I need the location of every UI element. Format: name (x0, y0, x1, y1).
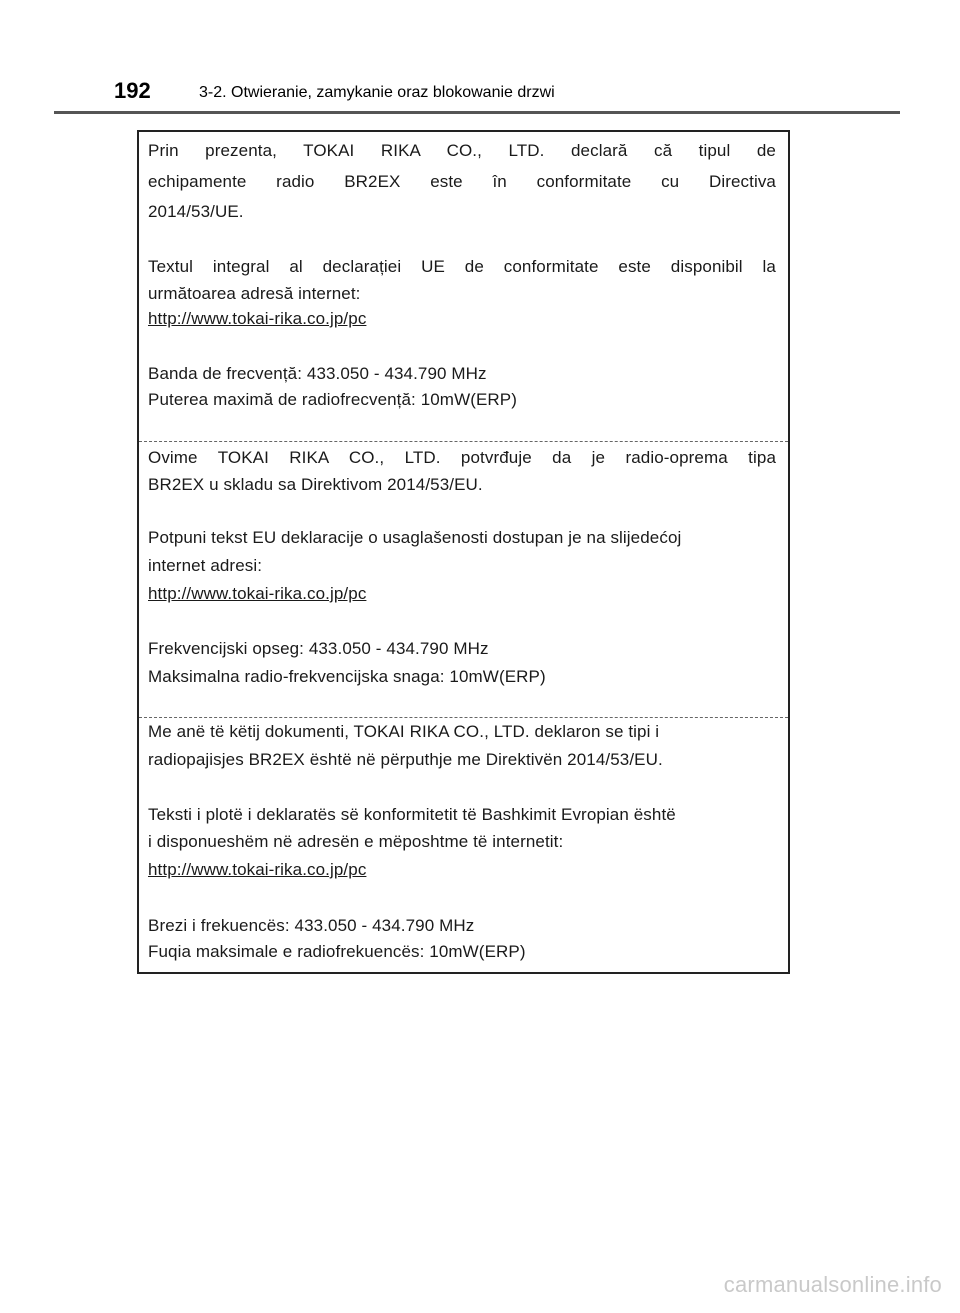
declaration-line: următoarea adresă internet: (148, 284, 361, 303)
declaration-line: 2014/53/UE. (148, 202, 244, 221)
declaration-box (137, 130, 790, 974)
declaration-url-link[interactable]: http://www.tokai-rika.co.jp/pc (148, 309, 367, 328)
declaration-line: radiopajisjes BR2EX është në përputhje me Direktivën 2014/53/EU. (148, 750, 663, 769)
declaration-line: Potpuni tekst EU deklaracije o usaglašenosti dostupan je na slijedećoj (148, 528, 682, 547)
max-power-line: Maksimalna radio-frekvencijska snaga: 10mW(ERP) (148, 667, 546, 686)
section-divider (139, 441, 788, 442)
frequency-band-line: Frekvencijski opseg: 433.050 - 434.790 MHz (148, 639, 489, 658)
max-power-line: Fuqia maksimale e radiofrekuencës: 10mW(ERP) (148, 942, 526, 961)
declaration-line: echipamente radio BR2EX este în conformitate cu Directiva (148, 172, 776, 191)
declaration-line: Prin prezenta, TOKAI RIKA CO., LTD. declară că tipul de (148, 141, 776, 160)
declaration-line: Ovime TOKAI RIKA CO., LTD. potvrđuje da je radio-oprema tipa (148, 448, 776, 467)
declaration-line: BR2EX u skladu sa Direktivom 2014/53/EU. (148, 475, 483, 494)
declaration-line: Me anë të këtij dokumenti, TOKAI RIKA CO., LTD. deklaron se tipi i (148, 722, 660, 741)
page-number: 192 (114, 78, 151, 103)
declaration-line: Teksti i plotë i deklaratës së konformitetit të Bashkimit Evropian është (148, 805, 676, 824)
declaration-url-link[interactable]: http://www.tokai-rika.co.jp/pc (148, 860, 367, 879)
declaration-url-link[interactable]: http://www.tokai-rika.co.jp/pc (148, 584, 367, 603)
max-power-line: Puterea maximă de radiofrecvență: 10mW(ERP) (148, 390, 517, 409)
header-rule (54, 111, 900, 114)
declaration-line: Textul integral al declarației UE de conformitate este disponibil la (148, 257, 776, 276)
frequency-band-line: Brezi i frekuencës: 433.050 - 434.790 MHz (148, 916, 475, 935)
watermark: carmanualsonline.info (723, 1272, 942, 1297)
declaration-line: internet adresi: (148, 556, 263, 575)
declaration-line: i disponueshëm në adresën e mëposhtme të internetit: (148, 832, 564, 851)
section-title: 3-2. Otwieranie, zamykanie oraz blokowanie drzwi (199, 84, 555, 101)
frequency-band-line: Banda de frecvență: 433.050 - 434.790 MHz (148, 364, 487, 383)
section-divider (139, 717, 788, 718)
